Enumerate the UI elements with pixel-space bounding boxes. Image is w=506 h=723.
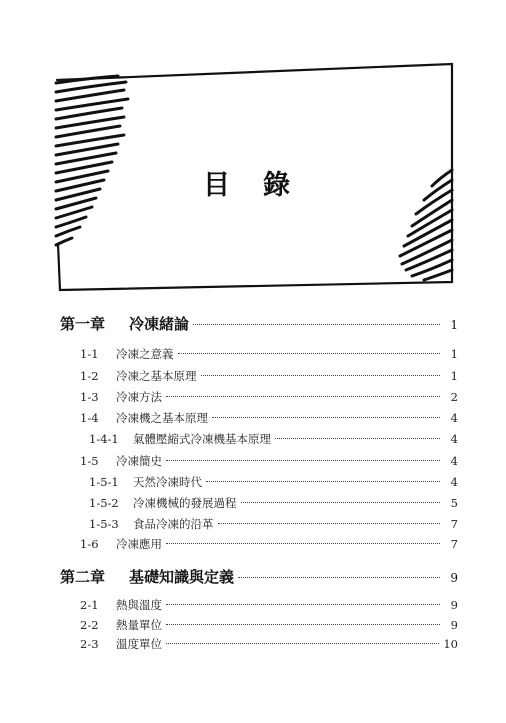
toc-label: 熱量單位 [116, 618, 162, 632]
toc-label: 冷凍簡史 [116, 454, 162, 468]
toc-number: 1-5-2 [89, 496, 119, 510]
toc-entry[interactable] [80, 410, 458, 426]
title-banner [0, 0, 506, 300]
toc-entry[interactable] [80, 453, 458, 469]
toc-entry[interactable] [80, 368, 458, 384]
dot-leader [166, 624, 440, 625]
toc-page: 7 [450, 537, 458, 551]
dot-leader [201, 375, 441, 376]
toc-entry[interactable] [89, 516, 458, 532]
dot-leader [206, 481, 440, 482]
title-glyph-2: 錄 [263, 170, 290, 201]
toc-label: 冷凍機械的發展過程 [133, 496, 237, 510]
toc-entry[interactable] [89, 495, 458, 511]
toc-label: 溫度單位 [116, 637, 162, 651]
toc-number: 1-6 [80, 537, 99, 551]
dot-leader [166, 643, 439, 644]
toc-number: 2-3 [80, 637, 99, 651]
toc-label: 食品冷凍的沿革 [133, 517, 214, 531]
dot-leader [178, 353, 441, 354]
toc-number: 1-4 [80, 411, 99, 425]
toc-label: 冷凍應用 [116, 537, 162, 551]
toc-label: 冷凍之意義 [116, 347, 174, 361]
dot-leader [212, 417, 440, 418]
toc-number: 1-2 [80, 369, 99, 383]
toc-label: 冷凍機之基本原理 [116, 411, 208, 425]
toc-number: 1-3 [80, 390, 99, 404]
toc-page: 1 [450, 347, 458, 361]
toc-number: 2-1 [80, 598, 99, 612]
toc-page: 4 [450, 432, 458, 446]
toc-page: 4 [450, 454, 458, 468]
toc-page: 9 [450, 598, 458, 612]
toc-label: 冷凍之基本原理 [116, 369, 197, 383]
toc-number: 2-2 [80, 618, 99, 632]
toc-number: 1-1 [80, 347, 99, 361]
toc-number: 1-5-1 [89, 475, 119, 489]
toc-label: 熱與溫度 [116, 598, 162, 612]
toc-label: 冷凍緒論 [129, 315, 190, 333]
dot-leader [218, 523, 441, 524]
toc-label: 冷凍方法 [116, 390, 162, 404]
toc-entry[interactable] [80, 597, 458, 613]
toc-page: 4 [450, 411, 458, 425]
toc-page: 5 [450, 496, 458, 510]
toc-page: 9 [450, 571, 458, 585]
toc-page: 1 [450, 318, 458, 332]
dot-leader [166, 460, 440, 461]
toc-number: 1-5-3 [89, 517, 119, 531]
toc-page: 7 [450, 517, 458, 531]
toc-page: 2 [450, 390, 458, 404]
toc-page: 4 [450, 475, 458, 489]
toc-number: 1-4-1 [89, 432, 119, 446]
toc-label: 基礎知識與定義 [129, 568, 235, 586]
toc-number: 1-5 [80, 454, 99, 468]
toc-entry[interactable] [80, 346, 458, 362]
dot-leader [241, 502, 441, 503]
toc-entry[interactable] [89, 474, 458, 490]
toc-entry[interactable] [80, 617, 458, 633]
toc-page: 9 [450, 618, 458, 632]
toc-entry[interactable] [89, 431, 458, 447]
dot-leader [238, 577, 440, 578]
toc-entry-chapter-1[interactable] [60, 313, 458, 334]
toc-page: 1 [450, 369, 458, 383]
dot-leader [193, 324, 440, 325]
toc-entry[interactable] [80, 536, 458, 552]
dot-leader [166, 604, 440, 605]
toc-page: 10 [443, 637, 458, 651]
toc-number: 第一章 [60, 315, 106, 333]
title-glyph-1: 目 [203, 170, 230, 201]
toc-entry[interactable] [80, 636, 458, 652]
dot-leader [166, 396, 440, 397]
toc-entry-chapter-2[interactable] [60, 566, 458, 587]
dot-leader [275, 438, 440, 439]
toc-entry[interactable] [80, 389, 458, 405]
dot-leader [166, 543, 440, 544]
toc-number: 第二章 [60, 568, 106, 586]
toc-label: 天然冷凍時代 [133, 475, 202, 489]
toc-label: 氣體壓縮式冷凍機基本原理 [133, 432, 271, 446]
